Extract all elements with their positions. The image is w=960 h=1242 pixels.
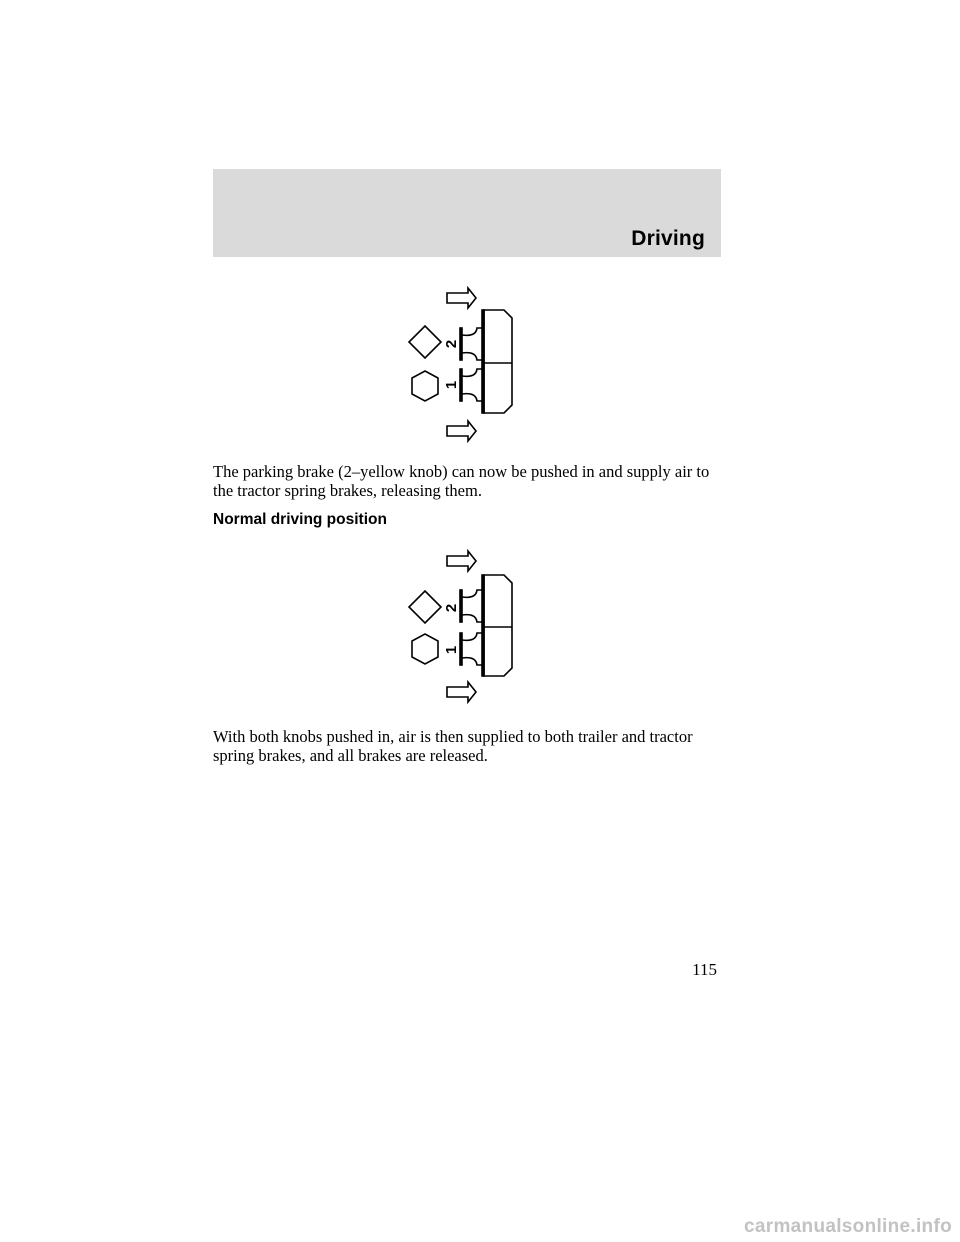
diamond-knob-icon (409, 591, 441, 623)
knob-2-label: 2 (443, 339, 460, 349)
brake-knob-diagram-normal-driving (400, 548, 530, 708)
brake-diagram-svg (400, 548, 530, 708)
arrow-right-icon (447, 421, 476, 441)
brake-valve-icon (460, 575, 512, 676)
arrow-right-icon (447, 682, 476, 702)
paragraph-parking-brake: The parking brake (2–yellow knob) can now be pushed in and supply air to the tractor spring brakes, releasing them. (213, 462, 710, 500)
diamond-knob-icon (409, 326, 441, 358)
arrow-right-icon (447, 551, 476, 571)
brake-knob-diagram-released-tractor (400, 285, 530, 445)
section-title: Driving (631, 227, 705, 250)
header-band (213, 169, 721, 257)
page-number: 115 (692, 960, 717, 979)
watermark: carmanualsonline.info (744, 1216, 952, 1237)
brake-diagram-svg (400, 285, 530, 445)
hexagon-knob-icon (412, 371, 438, 401)
knob-1-label: 1 (443, 380, 460, 390)
paragraph-both-knobs: With both knobs pushed in, air is then supplied to both trailer and tractor spring brakes, and all brakes are released. (213, 727, 693, 765)
knob-1-label: 1 (443, 645, 460, 655)
subheading-normal-driving: Normal driving position (213, 511, 387, 528)
knob-2-label: 2 (443, 603, 460, 613)
arrow-right-icon (447, 288, 476, 308)
brake-valve-icon (460, 310, 512, 413)
hexagon-knob-icon (412, 634, 438, 664)
